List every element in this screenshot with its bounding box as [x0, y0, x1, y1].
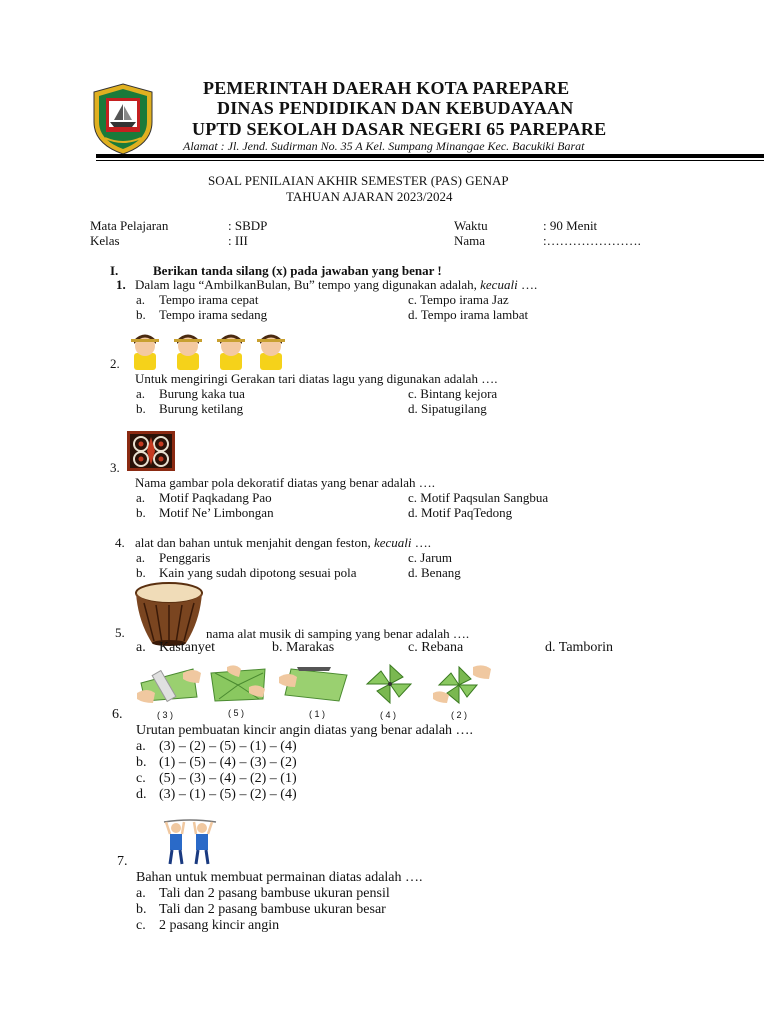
- q3-number: 3.: [110, 460, 120, 475]
- q2-option-b[interactable]: Burung ketilang: [159, 401, 244, 416]
- step-label-2: ( 5 ): [228, 708, 245, 718]
- q4-option-a[interactable]: Penggaris: [159, 550, 211, 565]
- header-rule-thick: [96, 154, 764, 158]
- q1-stem: Dalam lagu “AmbilkanBulan, Bu” tempo yang digunakan adalah,: [135, 277, 477, 292]
- q7-option-b[interactable]: Tali dan 2 pasang bambuse ukuran besar: [159, 902, 386, 917]
- q5-number: 5.: [115, 625, 125, 640]
- q4-option-b-letter[interactable]: b.: [136, 565, 146, 580]
- time-label: Waktu: [454, 218, 488, 233]
- exam-title: SOAL PENILAIAN AKHIR SEMESTER (PAS) GENAP: [208, 173, 509, 188]
- q4-stem: alat dan bahan untuk menjahit dengan feston,: [135, 535, 371, 550]
- q2-option-d[interactable]: d. Sipatugilang: [408, 401, 487, 416]
- q6-option-b[interactable]: (1) – (5) – (4) – (3) – (2): [159, 755, 297, 770]
- name-field[interactable]: :………………….: [543, 233, 641, 248]
- q5-option-a-letter[interactable]: a.: [136, 640, 146, 655]
- q7-option-c-letter[interactable]: c.: [136, 918, 146, 933]
- q7-option-b-letter[interactable]: b.: [136, 902, 147, 917]
- step-label-3: ( 1 ): [309, 709, 326, 719]
- q3-option-a-letter[interactable]: a.: [136, 490, 146, 505]
- q2-number: 2.: [110, 356, 120, 371]
- q6-option-a[interactable]: (3) – (2) – (5) – (1) – (4): [159, 739, 297, 754]
- pinwheel-step-2-image: [429, 663, 495, 705]
- q1-option-c[interactable]: c. Tempo irama Jaz: [408, 292, 509, 307]
- q4-emphasis: kecuali: [373, 535, 412, 550]
- q6-option-d[interactable]: (3) – (1) – (5) – (2) – (4): [159, 787, 297, 802]
- step-label-1: ( 3 ): [157, 710, 174, 720]
- q6-option-c[interactable]: (5) – (3) – (4) – (2) – (1): [159, 771, 297, 786]
- q1-option-a[interactable]: Tempo irama cepat: [159, 292, 259, 307]
- q1-text: [135, 277, 537, 293]
- q6-option-d-letter[interactable]: d.: [136, 787, 147, 802]
- q7-option-c[interactable]: 2 pasang kincir angin: [159, 918, 280, 933]
- q4-text: [135, 535, 431, 551]
- q4-option-d[interactable]: d. Benang: [408, 565, 461, 580]
- header-address: Alamat : Jl. Jend. Sudirman No. 35 A Kel. Sumpang Minangae Kec. Bacukiki Barat: [183, 139, 585, 153]
- decorative-motif-image: [127, 431, 175, 471]
- header-line1: PEMERINTAH DAERAH KOTA PAREPARE: [203, 78, 570, 98]
- pinwheel-step-5-image: [205, 663, 271, 705]
- class-label: Kelas: [90, 233, 120, 248]
- section-number: I.: [110, 263, 119, 278]
- q4-option-a-letter[interactable]: a.: [136, 550, 146, 565]
- header-line2: DINAS PENDIDIKAN DAN KEBUDAYAAN: [217, 98, 574, 118]
- q3-option-c[interactable]: c. Motif Paqsulan Sangbua: [408, 490, 549, 505]
- q2-option-a-letter[interactable]: a.: [136, 386, 146, 401]
- q1-option-b-letter[interactable]: b.: [136, 307, 146, 322]
- q1-option-d[interactable]: d. Tempo irama lambat: [408, 307, 529, 322]
- q5-option-d[interactable]: d. Tamborin: [545, 640, 613, 655]
- q7-text: Bahan untuk membuat permainan diatas adalah ….: [136, 870, 423, 885]
- subject-value: : SBDP: [228, 218, 268, 233]
- exam-year: TAHUAN AJARAN 2023/2024: [286, 189, 453, 204]
- q6-text: Urutan pembuatan kincir angin diatas yang benar adalah ….: [136, 723, 474, 738]
- q4-tail: ….: [414, 535, 432, 550]
- q5-text: nama alat musik di samping yang benar adalah ….: [206, 626, 470, 641]
- q1-option-a-letter[interactable]: a.: [136, 292, 146, 307]
- q4-number: 4.: [115, 535, 125, 550]
- q5-option-c[interactable]: c. Rebana: [408, 640, 464, 655]
- header-rule-thin: [96, 160, 764, 161]
- q2-option-c[interactable]: c. Bintang kejora: [408, 386, 498, 401]
- step-label-4: ( 4 ): [380, 710, 397, 720]
- header-line3: UPTD SEKOLAH DASAR NEGERI 65 PAREPARE: [192, 119, 607, 139]
- q3-text: Nama gambar pola dekoratif diatas yang benar adalah ….: [135, 475, 435, 490]
- q3-option-b-letter[interactable]: b.: [136, 505, 146, 520]
- q1-tail: ….: [520, 277, 538, 292]
- step-label-5: ( 2 ): [451, 710, 468, 720]
- q1-number: 1.: [116, 277, 126, 292]
- q5-option-a[interactable]: Kastanyet: [159, 640, 215, 655]
- q4-option-c[interactable]: c. Jarum: [408, 550, 453, 565]
- q6-number: 6.: [112, 707, 123, 722]
- q1-emphasis: kecuali: [480, 277, 518, 292]
- q6-option-b-letter[interactable]: b.: [136, 755, 147, 770]
- q2-option-b-letter[interactable]: b.: [136, 401, 146, 416]
- parepare-logo: [90, 82, 156, 156]
- pinwheel-step-4-image: [361, 663, 419, 705]
- subject-label: Mata Pelajaran: [90, 218, 169, 233]
- q7-option-a[interactable]: Tali dan 2 pasang bambuse ukuran pensil: [159, 886, 390, 901]
- q7-option-a-letter[interactable]: a.: [136, 886, 146, 901]
- q5-option-b[interactable]: b. Marakas: [272, 640, 335, 655]
- q2-option-a[interactable]: Burung kaka tua: [159, 386, 245, 401]
- time-value: : 90 Menit: [543, 218, 598, 233]
- pinwheel-step-1-image: [277, 663, 353, 705]
- section-instruction: Berikan tanda silang (x) pada jawaban yang benar !: [153, 263, 442, 278]
- class-value: : III: [228, 233, 248, 248]
- q3-option-a[interactable]: Motif Paqkadang Pao: [159, 490, 272, 505]
- q2-text: Untuk mengiringi Gerakan tari diatas lagu yang digunakan adalah ….: [135, 371, 498, 386]
- children-playing-image: [160, 816, 220, 866]
- q6-option-c-letter[interactable]: c.: [136, 771, 146, 786]
- pinwheel-step-3-image: [135, 663, 203, 705]
- q1-option-b[interactable]: Tempo irama sedang: [159, 307, 268, 322]
- q3-option-b[interactable]: Motif Ne’ Limbongan: [159, 505, 274, 520]
- q4-option-b[interactable]: Kain yang sudah dipotong sesuai pola: [159, 565, 357, 580]
- q7-number: 7.: [117, 854, 128, 869]
- dancing-children-image: [126, 333, 286, 371]
- q6-option-a-letter[interactable]: a.: [136, 739, 146, 754]
- q3-option-d[interactable]: d. Motif PaqTedong: [408, 505, 513, 520]
- name-label: Nama: [454, 233, 486, 248]
- drum-image: [134, 581, 204, 647]
